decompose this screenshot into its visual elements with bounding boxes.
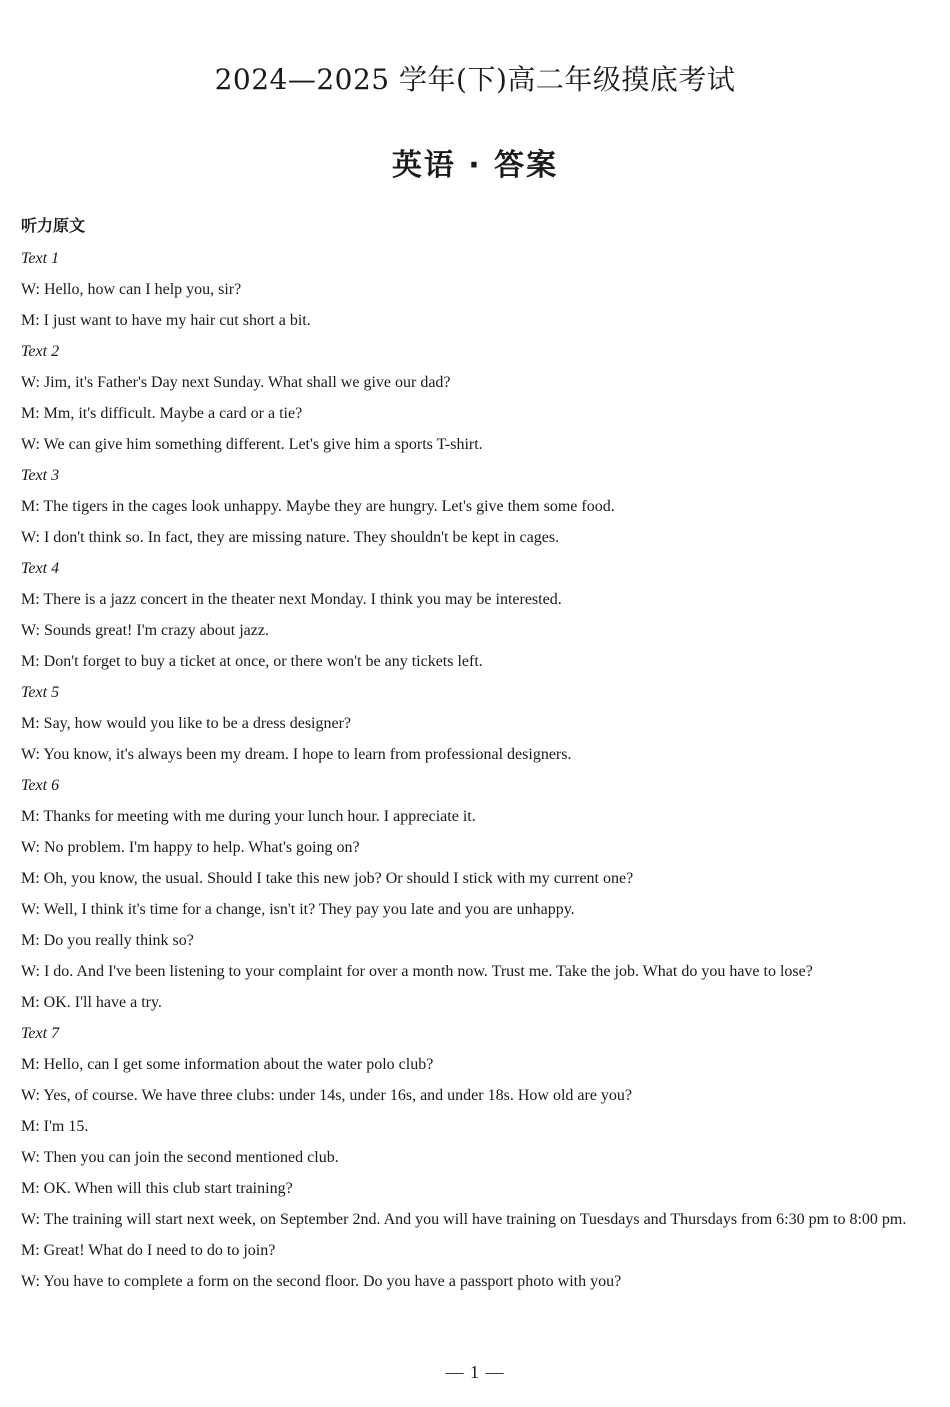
dialogue-line: W: I don't think so. In fact, they are missing nature. They shouldn't be kept in cages.: [21, 529, 560, 546]
text-label-5: Text 5: [21, 684, 60, 701]
text-label-3: Text 3: [21, 467, 60, 484]
dialogue-line: M: There is a jazz concert in the theater next Monday. I think you may be interested.: [21, 591, 562, 608]
dialogue-line: W: Hello, how can I help you, sir?: [21, 281, 242, 298]
dialogue-line: W: The training will start next week, on September 2nd. And you will have training on Tuesdays and Thursdays from 6:30 pm to 8:00 pm.: [21, 1211, 907, 1228]
dialogue-line: W: I do. And I've been listening to your complaint for over a month now. Trust me. Take the job. What do you have to lose?: [21, 963, 813, 980]
listening-transcript: [21, 212, 933, 1297]
dialogue-line: W: Well, I think it's time for a change, isn't it? They pay you late and you are unhappy.: [21, 901, 575, 918]
dialogue-line: W: You know, it's always been my dream. I hope to learn from professional designers.: [21, 746, 572, 763]
dialogue-line: M: OK. When will this club start training?: [21, 1180, 293, 1197]
page-subtitle: 英语 · 答案: [391, 148, 559, 183]
dialogue-line: W: Jim, it's Father's Day next Sunday. What shall we give our dad?: [21, 374, 451, 391]
dialogue-line: W: Then you can join the second mentioned club.: [21, 1149, 339, 1166]
dialogue-line: M: Great! What do I need to do to join?: [21, 1242, 276, 1259]
dialogue-line: M: Hello, can I get some information about the water polo club?: [21, 1056, 434, 1073]
dialogue-line: W: No problem. I'm happy to help. What's going on?: [21, 839, 360, 856]
dialogue-line: M: OK. I'll have a try.: [21, 994, 162, 1011]
dialogue-line: M: The tigers in the cages look unhappy. Maybe they are hungry. Let's give them some food.: [21, 498, 615, 515]
text-label-7: Text 7: [21, 1025, 60, 1042]
text-label-2: Text 2: [21, 343, 60, 360]
dialogue-line: M: Do you really think so?: [21, 932, 194, 949]
page-number: — 1 —: [445, 1362, 505, 1382]
dialogue-line: W: Sounds great! I'm crazy about jazz.: [21, 622, 269, 639]
text-label-1: Text 1: [21, 250, 60, 267]
text-label-4: Text 4: [21, 560, 60, 577]
text-label-6: Text 6: [21, 777, 60, 794]
dialogue-line: M: Say, how would you like to be a dress designer?: [21, 715, 352, 732]
dialogue-line: M: Don't forget to buy a ticket at once, or there won't be any tickets left.: [21, 653, 483, 670]
section-heading: 听力原文: [21, 216, 86, 235]
dialogue-line: M: Thanks for meeting with me during your lunch hour. I appreciate it.: [21, 808, 476, 825]
dialogue-line: M: Oh, you know, the usual. Should I take this new job? Or should I stick with my current one?: [21, 870, 634, 887]
dialogue-line: M: I just want to have my hair cut short a bit.: [21, 312, 311, 329]
dialogue-line: W: You have to complete a form on the second floor. Do you have a passport photo with you?: [21, 1273, 622, 1290]
dialogue-line: W: Yes, of course. We have three clubs: under 14s, under 16s, and under 18s. How old are you?: [21, 1087, 633, 1104]
dialogue-line: M: Mm, it's difficult. Maybe a card or a tie?: [21, 405, 303, 422]
page-title: 2024—2025 学年(下)高二年级摸底考试: [214, 63, 736, 96]
dialogue-line: W: We can give him something different. Let's give him a sports T-shirt.: [21, 436, 483, 453]
dialogue-line: M: I'm 15.: [21, 1118, 89, 1135]
